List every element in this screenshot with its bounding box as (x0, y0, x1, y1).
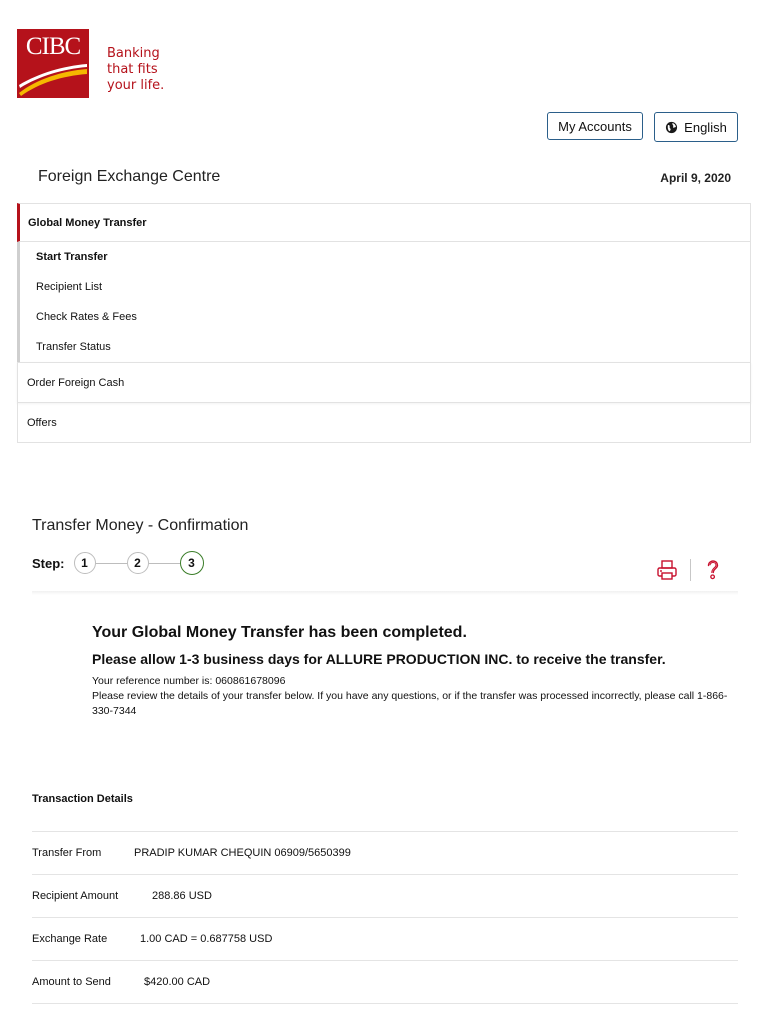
row-label: Recipient Amount (32, 890, 119, 902)
brand-tagline (107, 46, 217, 94)
row-value: 1.00 CAD = 0.687758 USD (140, 933, 273, 945)
my-accounts-label: My Accounts (558, 118, 632, 134)
review-note: Please review the details of your transfer below. If you have any questions, or if the transfer was processed incorrectly, please call 1-866-330-7344 (92, 690, 728, 717)
tagline-line: your life. (107, 78, 165, 93)
nav-submenu (17, 242, 751, 362)
nav-item-label: Order Foreign Cash (27, 376, 125, 389)
step-number: 3 (188, 556, 195, 570)
step-3-current (180, 551, 204, 575)
logo-wordmark: CIBC (25, 33, 81, 60)
row-value: 288.86 USD (152, 890, 212, 902)
step-indicator (32, 551, 204, 575)
step-1 (74, 552, 96, 574)
language-label: English (684, 119, 727, 135)
step-connector (149, 563, 180, 564)
completion-subheading: Please allow 1-3 business days for ALLURE PRODUCTION INC. to receive the transfer. (92, 651, 666, 667)
table-row (32, 960, 738, 1004)
globe-icon (665, 121, 678, 134)
step-label: Step: (32, 555, 65, 571)
help-icon[interactable] (705, 559, 721, 581)
nav-item-label: Offers (27, 416, 57, 429)
row-label: Transfer From (32, 847, 102, 859)
nav-item-start-transfer[interactable] (20, 242, 750, 272)
step-2 (127, 552, 149, 574)
step-number: 2 (134, 556, 141, 570)
nav-item-transfer-status[interactable] (20, 332, 750, 362)
tagline-line: that fits (107, 62, 158, 77)
completion-heading: Your Global Money Transfer has been completed. (92, 624, 467, 641)
current-date: April 9, 2020 (660, 171, 731, 185)
page-title: Transfer Money - Confirmation (32, 517, 249, 534)
logo-mark (17, 29, 89, 98)
nav-item-label: Transfer Status (36, 341, 111, 353)
table-row (32, 831, 738, 874)
nav-item-label: Check Rates & Fees (36, 311, 137, 323)
nav-item-label: Recipient List (36, 281, 103, 293)
nav-item-offers[interactable] (17, 402, 751, 443)
transaction-details-table (32, 831, 738, 1004)
print-icon[interactable] (656, 559, 678, 581)
language-button[interactable] (654, 112, 738, 142)
tools-divider (690, 559, 691, 581)
nav-item-label: Start Transfer (36, 251, 108, 263)
nav-section-label: Global Money Transfer (28, 216, 147, 229)
step-connector (96, 563, 127, 564)
step-number: 1 (81, 556, 88, 570)
reference-number: Your reference number is: 060861678096 (92, 675, 286, 687)
page-tools (656, 559, 721, 581)
nav-item-recipient-list[interactable] (20, 272, 750, 302)
my-accounts-button[interactable] (547, 112, 643, 140)
tagline-line: Banking (107, 46, 160, 61)
nav-item-check-rates-fees[interactable] (20, 302, 750, 332)
row-label: Amount to Send (32, 976, 111, 988)
nav-global-money-transfer[interactable] (17, 203, 751, 242)
row-label: Exchange Rate (32, 933, 108, 945)
section-divider (32, 591, 738, 595)
row-value: $420.00 CAD (144, 976, 211, 988)
table-row (32, 874, 738, 917)
table-row (32, 917, 738, 960)
logo-swoosh-icon (17, 59, 89, 98)
row-value: PRADIP KUMAR CHEQUIN 06909/5650399 (134, 847, 351, 859)
fx-navigation (17, 203, 751, 443)
transaction-details-title: Transaction Details (32, 793, 133, 805)
confirmation-message (92, 624, 732, 719)
nav-item-order-foreign-cash[interactable] (17, 362, 751, 403)
section-title: Foreign Exchange Centre (38, 168, 221, 185)
